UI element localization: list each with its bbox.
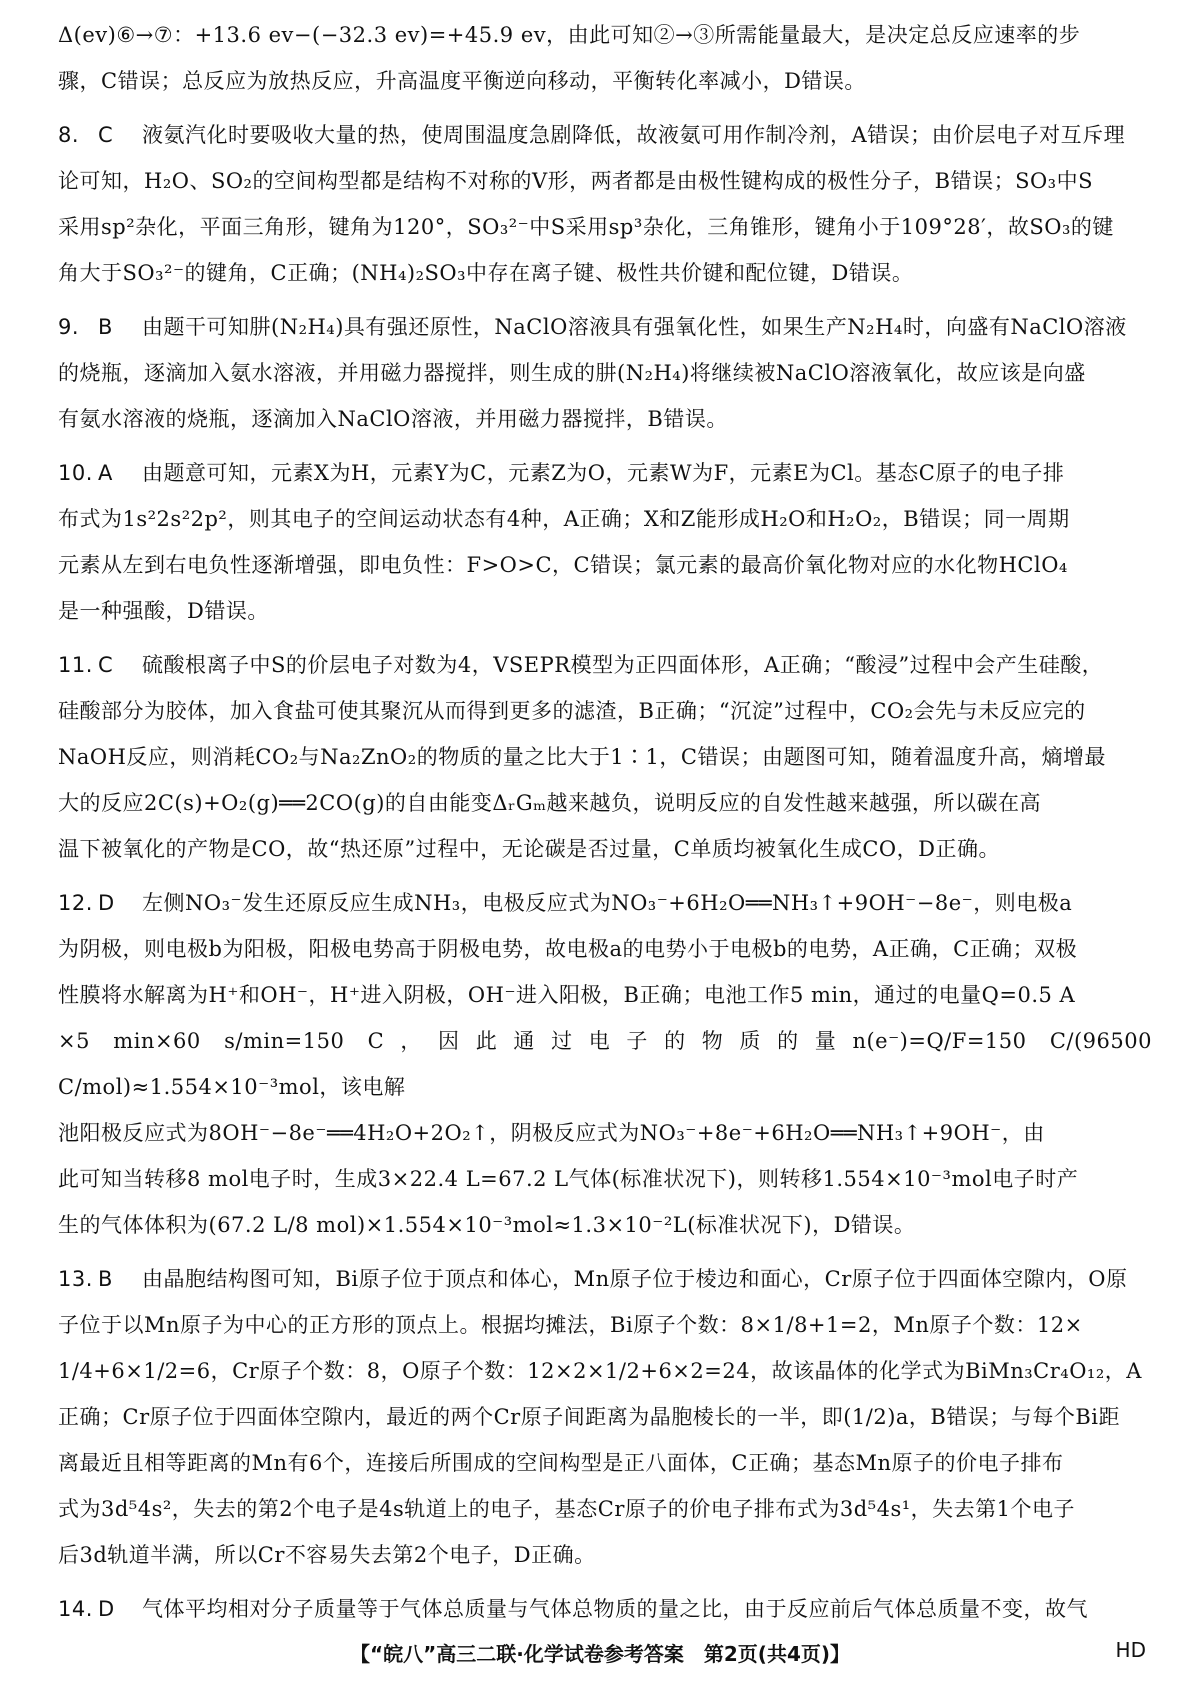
question-line [58,780,1152,826]
question-line [58,158,1152,204]
explanation-text: 左侧NO₃⁻发生还原反应生成NH₃，电极反应式为NO₃⁻+6H₂O══NH₃↑+9OH⁻−8e⁻，则电极a [142,891,1073,915]
explanation-text: 离最近且相等距离的Mn有6个，连接后所围成的空间构型是正八面体，C正确；基态Mn原子的价电子排布 [58,1451,1064,1475]
question-line [58,1256,1152,1302]
explanation-text: 由题干可知肼(N₂H₄)具有强还原性，NaClO溶液具有强氧化性，如果生产N₂H₄时，向盛有NaClO溶液 [142,315,1127,339]
explanation-text: 大的反应2C(s)+O₂(g)══2CO(g)的自由能变ΔᵣGₘ越来越负，说明反应的自发性越来越强，所以碳在高 [58,791,1042,815]
question-line [58,588,1152,634]
question-block [58,304,1152,442]
question-line [58,1018,1152,1110]
question-line [58,1302,1152,1348]
question-line [58,450,1152,496]
question-line [58,926,1152,972]
explanation-text: 采用sp²杂化，平面三角形，键角为120°，SO₃²⁻中S采用sp³杂化，三角锥形，键角小于109°28′，故SO₃的键 [58,215,1114,239]
intro-line-1: Δ(ev)⑥→⑦：+13.6 ev−(−32.3 ev)=+45.9 ev，由此可知②→③所需能量最大，是决定总反应速率的步 [58,23,1081,47]
question-line [58,1440,1152,1486]
question-block [58,1256,1152,1578]
explanation-text: 有氨水溶液的烧瓶，逐滴加入NaClO溶液，并用磁力器搅拌，B错误。 [58,407,728,431]
explanation-text: 式为3d⁵4s²，失去的第2个电子是4s轨道上的电子，基态Cr原子的价电子排布式为3d⁵4s¹，失去第1个电子 [58,1497,1076,1521]
question-line [58,542,1152,588]
answer-letter: B [98,315,113,339]
question-number: 8. [58,123,80,147]
question-number: 13. [58,1267,93,1291]
question-line [58,1156,1152,1202]
question-line [58,1586,1152,1632]
question-line [58,826,1152,872]
explanation-text: 由晶胞结构图可知，Bi原子位于顶点和体心，Mn原子位于棱边和面心，Cr原子位于四面体空隙内，O原 [142,1267,1128,1291]
explanation-text: 论可知，H₂O、SO₂的空间构型都是结构不对称的V形，两者都是由极性键构成的极性分子，B错误；SO₃中S [58,169,1093,193]
question-number: 11. [58,653,93,677]
explanation-text: 液氨汽化时要吸收大量的热，使周围温度急剧降低，故液氨可用作制冷剂，A错误；由价层电子对互斥理 [142,123,1126,147]
explanation-text: 角大于SO₃²⁻的键角，C正确；(NH₄)₂SO₃中存在离子键、极性共价键和配位键，D错误。 [58,261,914,285]
question-line [58,1532,1152,1578]
answer-letter: A [98,461,113,485]
question-line [58,112,1152,158]
question-number: 14. [58,1597,93,1621]
answer-letter: D [98,1597,115,1621]
question-line [58,496,1152,542]
answer-letter: D [98,891,115,915]
question-number: 10. [58,461,93,485]
explanation-text: 正确；Cr原子位于四面体空隙内，最近的两个Cr原子间距离为晶胞棱长的一半，即(1/2)a，B错误；与每个Bi距 [58,1405,1120,1429]
question-block [58,1586,1152,1632]
explanation-text: 为阴极，则电极b为阳极，阳极电势高于阴极电势，故电极a的电势小于电极b的电势，A正确，C正确；双极 [58,937,1078,961]
explanation-text: 由题意可知，元素X为H，元素Y为C，元素Z为O，元素W为F，元素E为Cl。基态C原子的电子排 [142,461,1065,485]
question-line [58,204,1152,250]
explanation-text: 生的气体体积为(67.2 L/8 mol)×1.554×10⁻³mol≈1.3×10⁻²L(标准状况下)，D错误。 [58,1213,916,1237]
question-line [58,1486,1152,1532]
question-line [58,350,1152,396]
explanation-text: 池阳极反应式为8OH⁻−8e⁻══4H₂O+2O₂↑，阴极反应式为NO₃⁻+8e⁻+6H₂O══NH₃↑+9OH⁻，由 [58,1121,1045,1145]
question-line [58,642,1152,688]
question-line [58,1202,1152,1248]
page-footer [0,1638,1200,1678]
questions-list [58,112,1152,1632]
explanation-text: 硅酸部分为胶体，加入食盐可使其聚沉从而得到更多的滤渣，B正确；“沉淀”过程中，CO₂会先与未反应完的 [58,699,1086,723]
explanation-text: 温下被氧化的产物是CO，故“热还原”过程中，无论碳是否过量，C单质均被氧化生成CO，D正确。 [58,837,1000,861]
intro-line-2: 骤，C错误；总反应为放热反应，升高温度平衡逆向移动，平衡转化率减小，D错误。 [58,69,866,93]
question-number: 12. [58,891,93,915]
footer-title: 【“皖八”高三二联·化学试卷参考答案 第2页(共4页)】 [350,1642,850,1666]
question-block [58,450,1152,634]
question-block [58,642,1152,872]
footer-code: HD [1115,1638,1146,1662]
question-line [58,396,1152,442]
explanation-text: 子位于以Mn原子为中心的正方形的顶点上。根据均摊法，Bi原子个数：8×1/8+1=2，Mn原子个数：12× [58,1313,1083,1337]
explanation-text: 性膜将水解离为H⁺和OH⁻，H⁺进入阴极，OH⁻进入阳极，B正确；电池工作5 min，通过的电量Q=0.5 A [58,983,1076,1007]
explanation-text: 是一种强酸，D错误。 [58,599,269,623]
answer-letter: B [98,1267,113,1291]
question-line [58,304,1152,350]
explanation-text: 此可知当转移8 mol电子时，生成3×22.4 L=67.2 L气体(标准状况下)，则转移1.554×10⁻³mol电子时产 [58,1167,1079,1191]
answer-letter: C [98,653,114,677]
question-block [58,880,1152,1248]
explanation-text: 布式为1s²2s²2p²，则其电子的空间运动状态有4种，A正确；X和Z能形成H₂O和H₂O₂，B错误；同一周期 [58,507,1070,531]
explanation-text: NaOH反应，则消耗CO₂与Na₂ZnO₂的物质的量之比大于1∶1，C错误；由题图可知，随着温度升高，熵增最 [58,745,1106,769]
question-number: 9. [58,315,80,339]
explanation-text: ×5 min×60 s/min=150 C，因此通过电子的物质的量n(e⁻)=Q/F=150 C/(96500 C/mol)≈1.554×10⁻³mol，该电解 [58,1029,1152,1099]
question-block [58,112,1152,296]
question-line [58,688,1152,734]
question-line [58,1394,1152,1440]
answer-content [58,12,1152,1632]
question-line [58,734,1152,780]
question-line [58,1348,1152,1394]
explanation-text: 硫酸根离子中S的价层电子对数为4，VSEPR模型为正四面体形，A正确；“酸浸”过程中会产生硅酸， [142,653,1104,677]
question-line [58,250,1152,296]
question-line [58,1110,1152,1156]
explanation-text: 的烧瓶，逐滴加入氨水溶液，并用磁力器搅拌，则生成的肼(N₂H₄)将继续被NaClO溶液氧化，故应该是向盛 [58,361,1086,385]
explanation-text: 元素从左到右电负性逐渐增强，即电负性：F>O>C，C错误；氯元素的最高价氧化物对应的水化物HClO₄ [58,553,1068,577]
question-line [58,880,1152,926]
explanation-text: 后3d轨道半满，所以Cr不容易失去第2个电子，D正确。 [58,1543,596,1567]
question-line [58,972,1152,1018]
explanation-text: 气体平均相对分子质量等于气体总质量与气体总物质的量之比，由于反应前后气体总质量不变，故气 [142,1597,1088,1621]
explanation-text: 1/4+6×1/2=6，Cr原子个数：8，O原子个数：12×2×1/2+6×2=24，故该晶体的化学式为BiMn₃Cr₄O₁₂，A [58,1359,1142,1383]
answer-letter: C [98,123,114,147]
